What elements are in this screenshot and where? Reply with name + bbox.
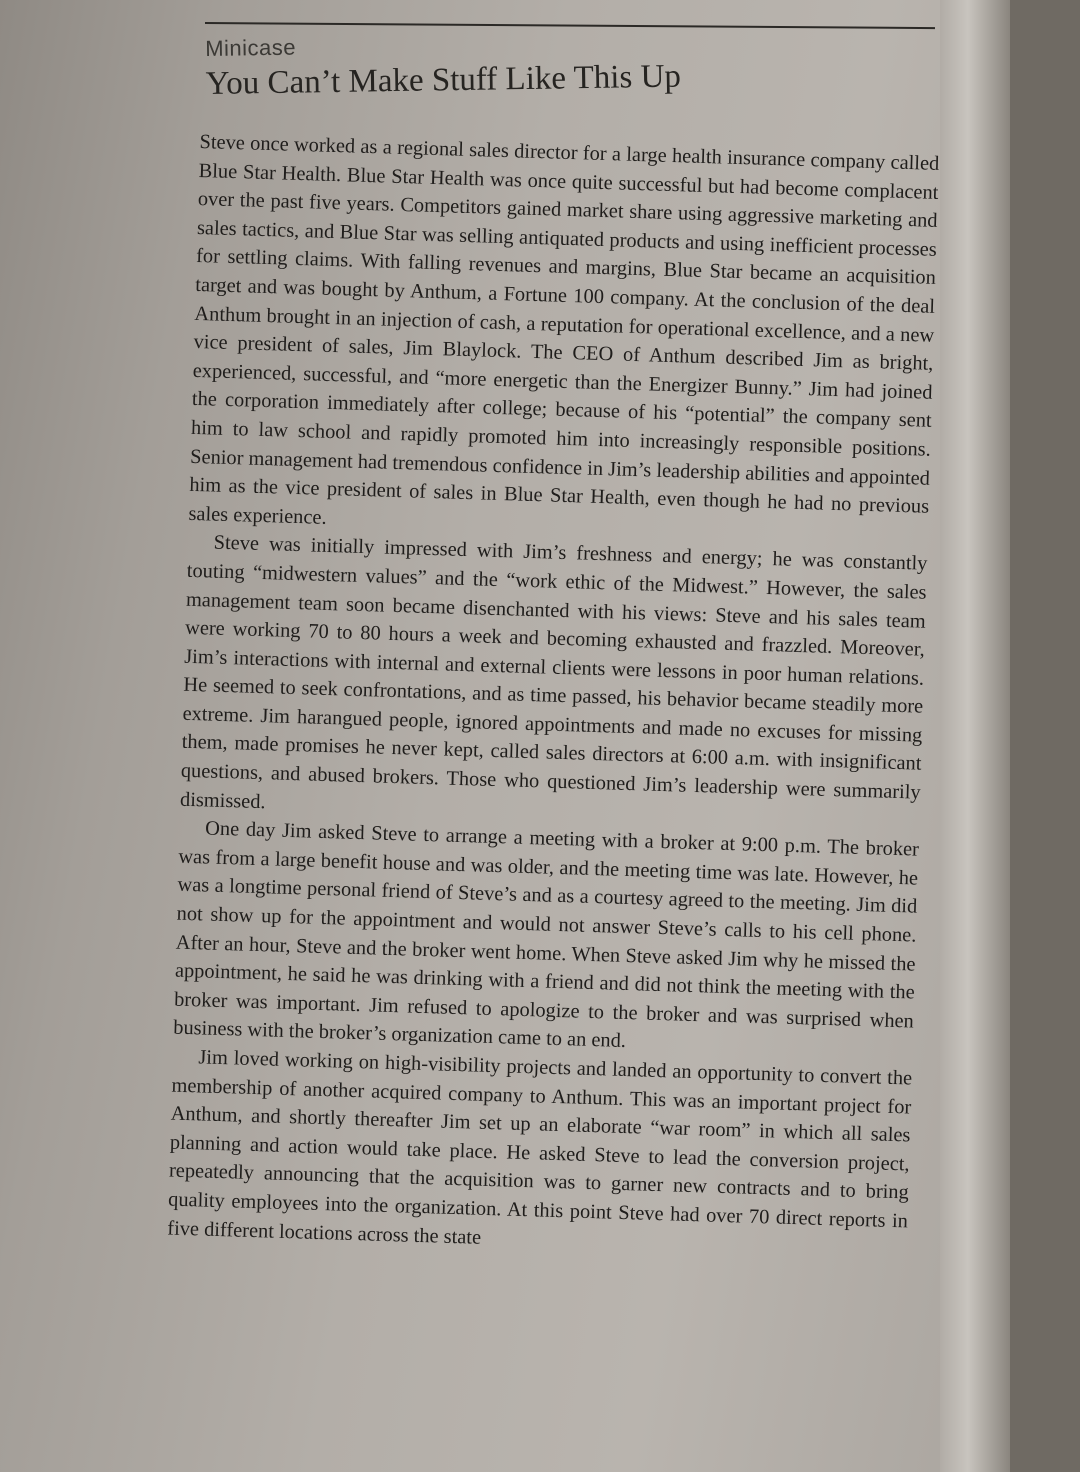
case-title: You Can’t Make Stuff Like This Up	[205, 58, 682, 102]
minicase-label: Minicase	[205, 34, 297, 61]
top-rule	[205, 22, 935, 29]
minicase-heading	[205, 29, 681, 103]
page-edge	[940, 0, 1010, 1472]
paragraph-4: Jim loved working on high-visibility projects and landed an opportunity to convert the membership of another acquired company to Anthum. This was an important project for Anthum, and shortly thereafter Jim set up an elaborate “war room” in which all sales planning and action would take place. He asked Steve to lead the conversion project, repeatedly announcing that the acquisition was to garner new contracts and to bring quality employees into the organization. At this point Steve had over 70 direct reports in five different locations across the state	[167, 1046, 913, 1249]
paragraph-2: Steve was initially impressed with Jim’s freshness and energy; he was constantly touting “midwestern values” and the “work ethic of the Midwest.” However, the sales management team soon became disenchanted with his views: Steve and his sales team were working 70 to 80 hours a week and becoming exhausted and frazzled. Moreover, Jim’s interactions with internal and external clients were lessons in poor human relations. He seemed to seek confrontations, and as time passed, his behavior became steadily more extreme. Jim harangued people, ignored appointments and made no excuses for missing them, made promises he never kept, called sales directors at 6:00 a.m. with insignificant questions, and abused brokers. Those who questioned Jim’s leadership were summarily dismissed.	[179, 531, 928, 813]
paragraph-3: One day Jim asked Steve to arrange a meeting with a broker at 9:00 p.m. The broker was from a large benefit house and was older, and the meeting time was late. However, he was a longtime personal friend of Steve’s and as a courtesy agreed to the meeting. Jim did not show up for the appointment and would not answer Steve’s calls to his cell phone. After an hour, Steve and the broker went home. When Steve asked Jim why he missed the appointment, he said he was drinking with a friend and did not think the meeting with the broker was important. Jim refused to apologize to the broker and was surprised when business with the broker’s organization came to an end.	[172, 817, 920, 1053]
case-body	[167, 128, 940, 1265]
paragraph-1: Steve once worked as a regional sales director for a large health insurance company called Blue Star Health. Blue Star Health was once quite successful but had become complacent over the past five years. Competitors gained market share using aggressive marketing and sales tactics, and Blue Star was selling antiquated products and using inefficient processes for settling claims. With falling revenues and margins, Blue Star became an acquisition target and was bought by Anthum, a Fortune 100 company. At the conclusion of the deal Anthum brought in an injection of cash, a reputation for operational excellence, and a new vice president of sales, Jim Blaylock. The CEO of Anthum described Jim as bright, experienced, successful, and “more energetic than the Energizer Bunny.” Jim had joined the corporation immediately after college; because of his “potential” the company sent him to law school and rapidly promoted him into increasingly responsible positions. Senior management had tremendous confidence in Jim’s leadership abilities and appointed him as the vice president of sales in Blue Star Health, even though he had no previous sales experience.	[188, 130, 940, 529]
